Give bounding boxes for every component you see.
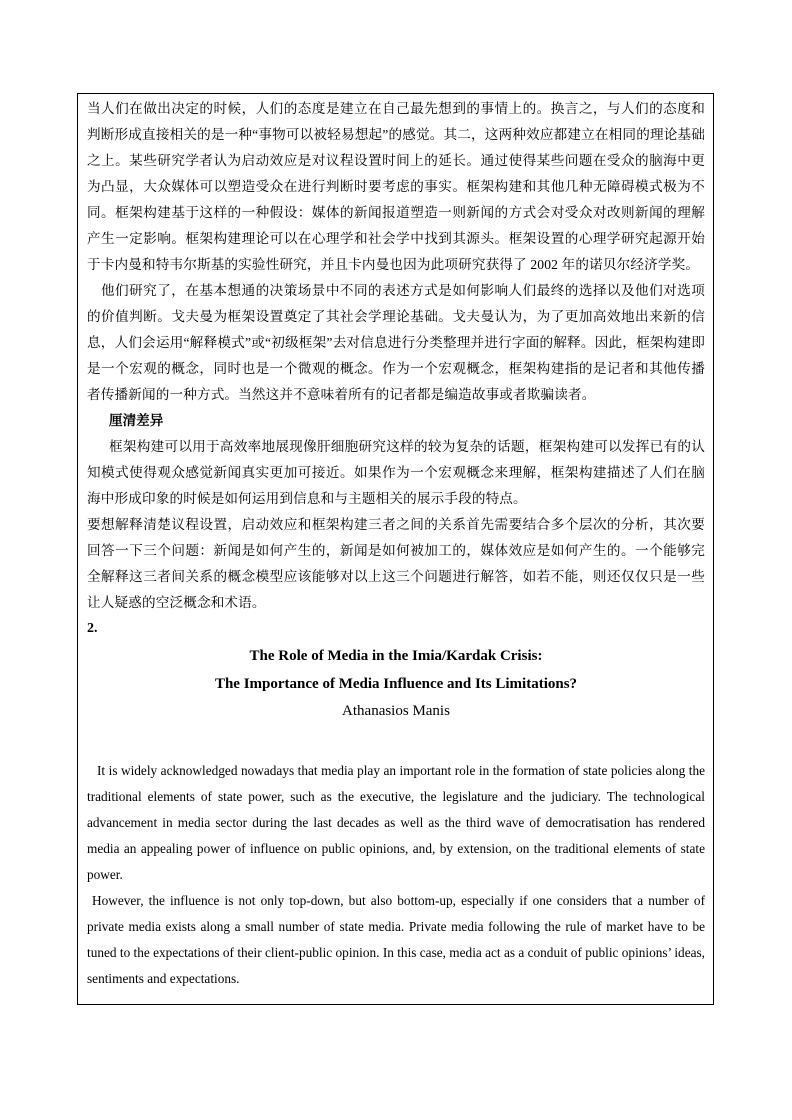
article-title-line-2: The Importance of Media Influence and Its Limitations?	[214, 676, 578, 692]
section-number: 2.	[87, 621, 98, 636]
article-title-line-1: The Role of Media in the Imia/Kardak Crisis:	[249, 648, 543, 664]
article-author: Athanasios Manis	[342, 703, 450, 719]
chinese-paragraph: 他们研究了，在基本想通的决策场景中不同的表述方式是如何影响人们最终的选择以及他们对选项的价值判断。戈夫曼为框架设置奠定了其社会学理论基础。戈夫曼认为，为了更加高效地出来新的信息，人们会运用“解释模式”或“初级框架”去对信息进行分类整理并进行字面的解释。因此，框架构建即是一个宏观的概念，同时也是一个微观的概念。作为一个宏观概念，框架构建指的是记者和其他传播者传播新闻的一种方式。当然这并不意味着所有的记者都是编造故事或者欺骗读者。	[87, 283, 705, 402]
chinese-paragraph: 框架构建可以用于高效率地展现像肝细胞研究这样的较为复杂的话题，框架构建可以发挥已有的认知模式使得观众感觉新闻真实更加可接近。如果作为一个宏观概念来理解，框架构建描述了人们在脑海中形成印象的时候是如何运用到信息和与主题相关的展示手段的特点。	[87, 439, 705, 506]
document-frame	[77, 93, 714, 1005]
article-paragraph: However, the influence is not only top-down, but also bottom-up, especially if one considers that a number of private media exists along a small number of state media. Private media following the rule of market have to be tuned to the expectations of their client-public opinion. In this case, media act as a conduit of public opinions’ ideas, sentiments and expectations.	[87, 893, 705, 986]
section-subheading: 厘清差异	[109, 413, 164, 429]
spacer	[87, 724, 705, 758]
chinese-paragraph: 当人们在做出决定的时候，人们的态度是建立在自己最先想到的事情上的。换言之，与人们的态度和判断形成直接相关的是一种“事物可以被轻易想起”的感觉。其二，这两种效应都建立在相同的理论基础之上。某些研究学者认为启动效应是对议程设置时间上的延长。通过使得某些问题在受众的脑海中更为凸显，大众媒体可以塑造受众在进行判断时要考虑的事实。框架构建和其他几种无障碍模式极为不同。框架构建基于这样的一种假设：媒体的新闻报道塑造一则新闻的方式会对受众对改则新闻的理解产生一定影响。框架构建理论可以在心理学和社会学中找到其源头。框架设置的心理学研究起源开始于卡内曼和特韦尔斯基的实验性研究，并且卡内曼也因为此项研究获得了 2002 年的诺贝尔经济学奖。	[87, 101, 705, 272]
article-paragraph: It is widely acknowledged nowadays that media play an important role in the formation of state policies along the traditional elements of state power, such as the executive, the legislature and the judiciary. The technological advancement in media sector during the last decades as well as the third wave of democratisation has rendered media an appealing power of influence on public opinions, and, by extension, on the traditional elements of state power.	[87, 763, 705, 882]
chinese-paragraph: 要想解释清楚议程设置，启动效应和框架构建三者之间的关系首先需要结合多个层次的分析，其次要回答一下三个问题：新闻是如何产生的，新闻是如何被加工的，媒体效应是如何产生的。一个能够完全解释这三者间关系的概念模型应该能够对以上这三个问题进行解答，如若不能，则还仅仅只是一些让人疑惑的空泛概念和术语。	[87, 517, 705, 610]
